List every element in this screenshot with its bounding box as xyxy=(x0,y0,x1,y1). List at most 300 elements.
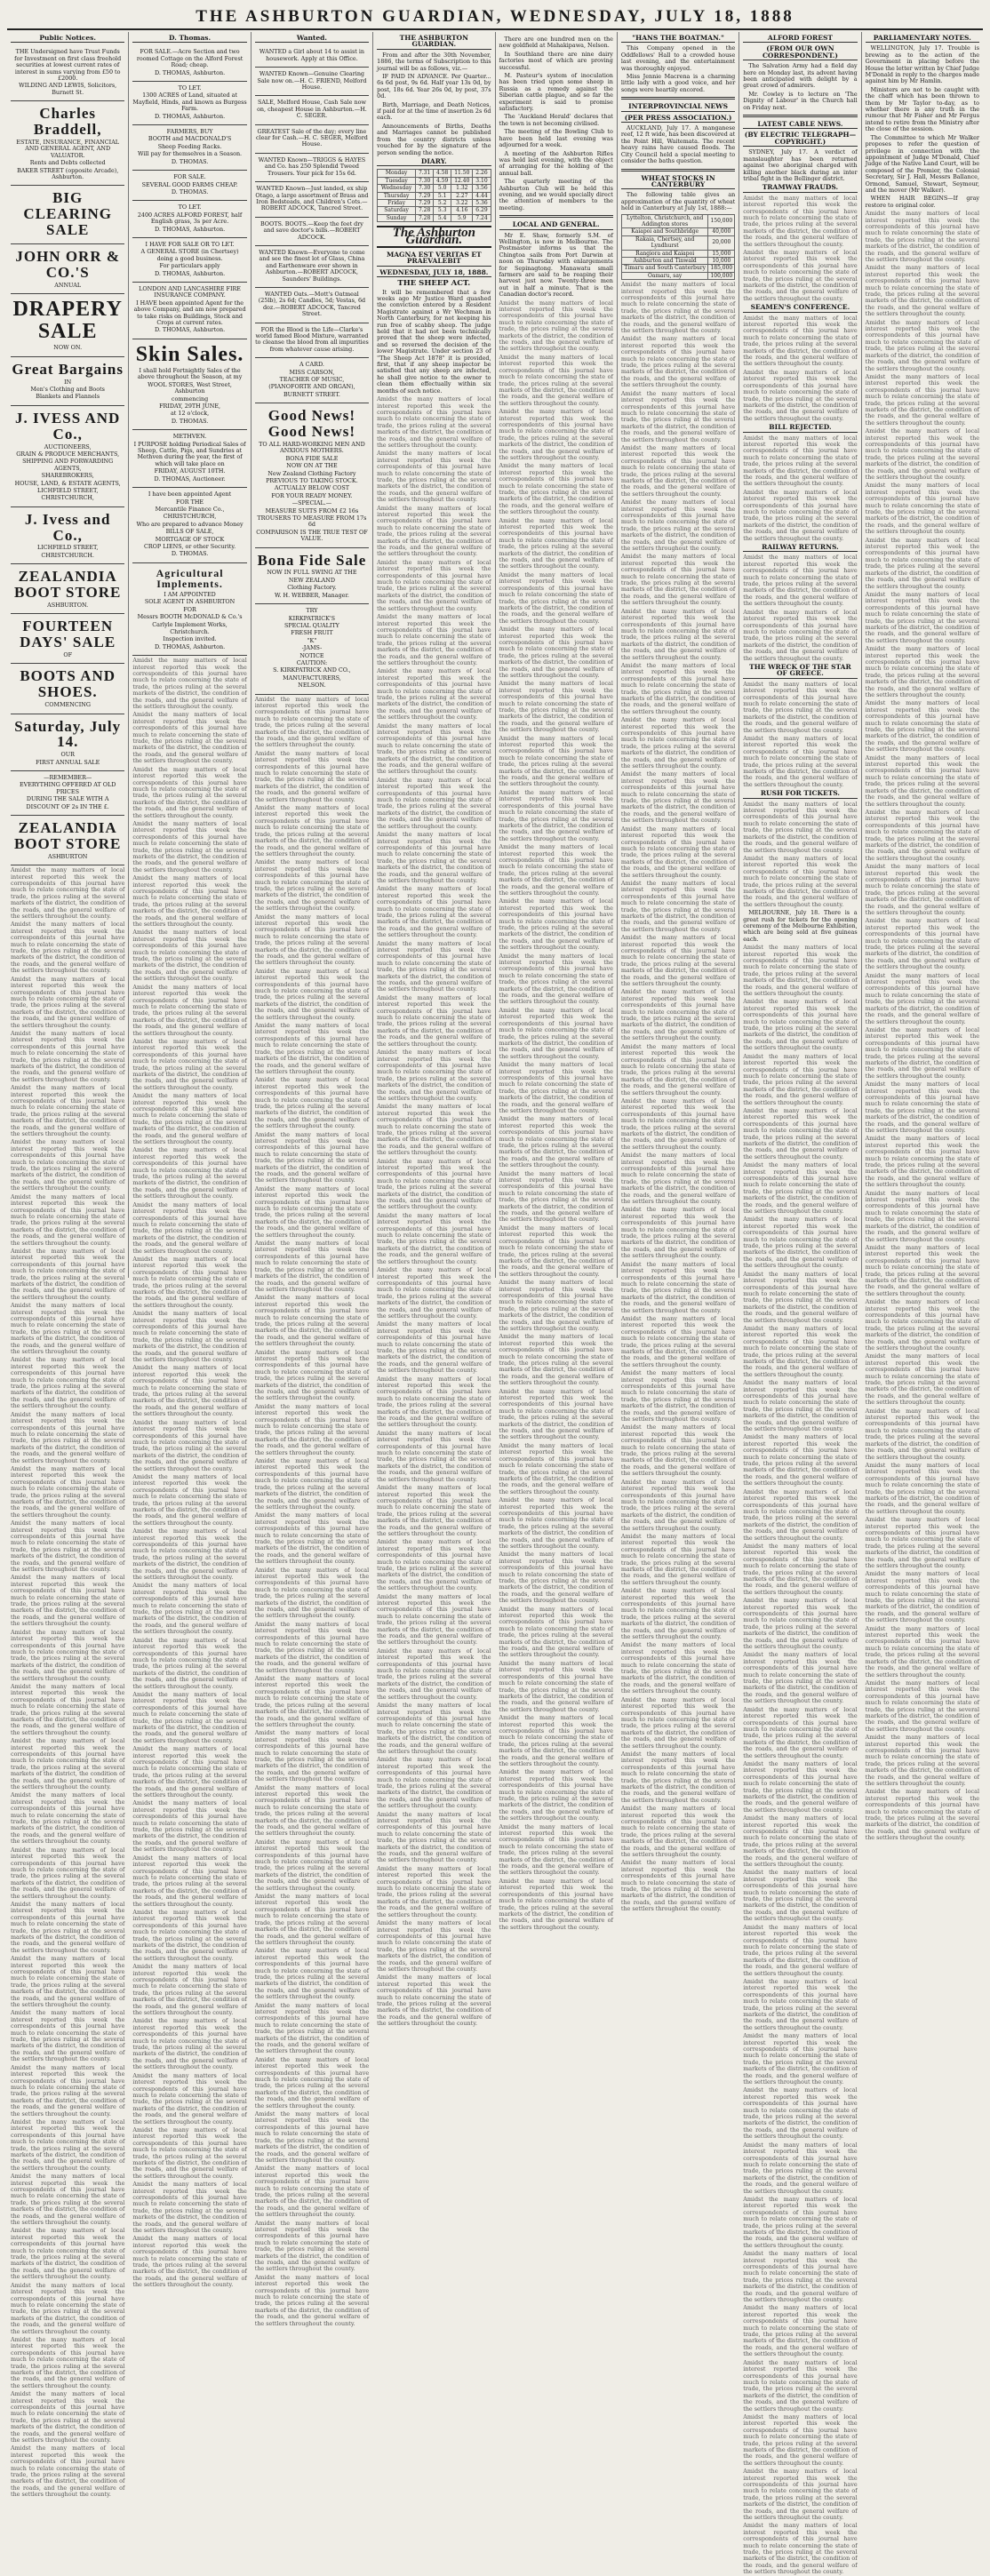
column-body-placeholder: Amidst the many matters of local interest reported this week the correspondents of this journal have much to relate concerning the state of trade, the prices ruling at the several markets of the district, the condition of the roads, and the general welfare of the settlers throughout the county. xyxy=(11,1084,125,1138)
column-body-placeholder: Amidst the many matters of local interest reported this week the correspondents of this journal have much to relate concerning the state of trade, the prices ruling at the several markets of the district, the condition of the roads, and the general welfare of the settlers throughout the county. xyxy=(743,1542,858,1596)
column-body-placeholder: Amidst the many matters of local interest reported this week the correspondents of this journal have much to relate concerning the state of trade, the prices ruling at the several markets of the district, the condition of the roads, and the general welfare of the settlers throughout the county. xyxy=(254,1076,370,1130)
column-body-placeholder: Amidst the many matters of local interest reported this week the correspondents of this journal have much to relate concerning the state of trade, the prices ruling at the several markets of the district, the condition of the roads, and the general welfare of the settlers throughout the county. xyxy=(499,1768,613,1822)
ad-line: SEVERAL GOOD FARMS CHEAP. xyxy=(141,180,238,188)
advertisement xyxy=(255,125,369,154)
wheat-cell: Ashburton and Tinwald xyxy=(621,257,708,264)
ad-line: A CARD. xyxy=(299,361,324,369)
column-body-placeholder: Amidst the many matters of local interest reported this week the correspondents of this journal have much to relate concerning the state of trade, the prices ruling at the several markets of the district, the condition of the roads, and the general welfare of the settlers throughout the county. xyxy=(620,553,736,607)
column-body-placeholder: Amidst the many matters of local interest reported this week the correspondents of this journal have much to relate concerning the state of trade, the prices ruling at the several markets of the district, the condition of the roads, and the general welfare of the settlers throughout the county. xyxy=(620,1532,736,1586)
news-body-placeholder: Amidst the many matters of local interest reported this week the correspondents of this journal have much to relate concerning the state of trade, the prices ruling at the several markets of the district, the condition of the roads, and the general welfare of the settlers throughout the county. xyxy=(743,488,858,542)
column-body-placeholder: Amidst the many matters of local interest reported this week the correspondents of this journal have much to relate concerning the state of trade, the prices ruling at the several markets of the district, the condition of the roads, and the general welfare of the settlers throughout the county. xyxy=(11,2390,125,2444)
news-body-placeholder: Amidst the many matters of local interest reported this week the correspondents of this journal have much to relate concerning the state of trade, the prices ruling at the several markets of the district, the condition of the roads, and the general welfare of the settlers throughout the county. xyxy=(743,608,858,662)
news-body-placeholder: Amidst the many matters of local interest reported this week the correspondents of this journal have much to relate concerning the state of trade, the prices ruling at the several markets of the district, the condition of the roads, and the general welfare of the settlers throughout the county. xyxy=(743,314,858,368)
advertisement xyxy=(11,507,124,565)
column-body-placeholder: Amidst the many matters of local interest reported this week the correspondents of this journal have much to relate concerning the state of trade, the prices ruling at the several markets of the district, the condition of the roads, and the general welfare of the settlers throughout the county. xyxy=(499,952,613,1006)
wheat-row xyxy=(621,235,734,250)
column-body-placeholder: Amidst the many matters of local interest reported this week the correspondents of this journal have much to relate concerning the state of trade, the prices ruling at the several markets of the district, the condition of the roads, and the general welfare of the settlers throughout the county. xyxy=(11,975,125,1029)
column-body-placeholder: Amidst the many matters of local interest reported this week the correspondents of this journal have much to relate concerning the state of trade, the prices ruling at the several markets of the district, the condition of the roads, and the general welfare of the settlers throughout the county. xyxy=(11,866,125,921)
local-general-heading: LOCAL AND GENERAL. xyxy=(499,221,613,229)
ad-line: LONDON AND LANCASHIRE FIRE INSURANCE COMPANY. xyxy=(139,284,241,299)
section-text: AUCKLAND, July 17. A manganese reef, 12 ft wide, has been discovered at the Point Hill, Waitemata. The recent heavy rains have caused floods. The City Council held a special meeting to consider the baths question. xyxy=(620,124,736,165)
column-body-placeholder: Amidst the many matters of local interest reported this week the correspondents of this journal have much to relate concerning the state of trade, the prices ruling at the several markets of the district, the condition of the roads, and the general welfare of the settlers throughout the county. xyxy=(865,1081,979,1134)
article-paragraph: The quarterly meeting of the Ashburton Club will be held this evening, and we would specially direct the attention of members to the meeting. xyxy=(499,178,613,211)
ad-line: BAKER STREET (opposite Arcade), Ashburton. xyxy=(17,166,119,180)
ad-line: "K" xyxy=(307,636,317,644)
column-body-placeholder: Amidst the many matters of local interest reported this week the correspondents of this journal have much to relate concerning the state of trade, the prices ruling at the several markets of the district, the condition of the roads, and the general welfare of the settlers throughout the county. xyxy=(132,1636,247,1690)
wheat-cell: Oamaru, say xyxy=(621,272,708,279)
ad-line: LICHFIELD STREET, xyxy=(36,544,99,552)
column-body-placeholder: Amidst the many matters of local interest reported this week the correspondents of this journal have much to relate concerning the state of trade, the prices ruling at the several markets of the district, the condition of the roads, and the general welfare of the settlers throughout the county. xyxy=(499,1441,613,1495)
column-body-placeholder: Amidst the many matters of local interest reported this week the correspondents of this journal have much to relate concerning the state of trade, the prices ruling at the several markets of the district, the condition of the roads, and the general welfare of the settlers throughout the county. xyxy=(377,1919,491,1973)
ad-line: S. KIRKPATRICK AND CO., xyxy=(273,666,351,674)
column-body-placeholder: Amidst the many matters of local interest reported this week the correspondents of this journal have much to relate concerning the state of trade, the prices ruling at the several markets of the district, the condition of the roads, and the general welfare of the settlers throughout the county. xyxy=(743,1270,858,1324)
section-rule xyxy=(743,115,857,117)
ad-line: I AM APPOINTED xyxy=(164,590,216,598)
column-body-placeholder: Amidst the many matters of local interest reported this week the correspondents of this journal have much to relate concerning the state of trade, the prices ruling at the several markets of the district, the condition of the roads, and the general welfare of the settlers throughout the county. xyxy=(620,281,736,335)
column-body-placeholder: Amidst the many matters of local interest reported this week the correspondents of this journal have much to relate concerning the state of trade, the prices ruling at the several markets of the district, the condition of the roads, and the general welfare of the settlers throughout the county. xyxy=(132,1200,247,1255)
wheat-cell: 20,000 xyxy=(708,235,735,250)
column-body-placeholder: Amidst the many matters of local interest reported this week the correspondents of this journal have much to relate concerning the state of trade, the prices ruling at the several markets of the district, the condition of the roads, and the general welfare of the settlers throughout the county. xyxy=(132,1310,247,1364)
diary-cell: 7.29 xyxy=(416,192,434,199)
ad-line: D. THOMAS, Ashburton. xyxy=(154,112,226,120)
column-body-placeholder: Amidst the many matters of local interest reported this week the correspondents of this journal have much to relate concerning the state of trade, the prices ruling at the several markets of the district, the condition of the roads, and the general welfare of the settlers throughout the county. xyxy=(132,1364,247,1418)
column-body-placeholder: Amidst the many matters of local interest reported this week the correspondents of this journal have much to relate concerning the state of trade, the prices ruling at the several markets of the district, the condition of the roads, and the general welfare of the settlers throughout the county. xyxy=(254,1783,370,1838)
column-body-placeholder: Amidst the many matters of local interest reported this week the correspondents of this journal have much to relate concerning the state of trade, the prices ruling at the several markets of the district, the condition of the roads, and the general welfare of the settlers throughout the county. xyxy=(11,2444,125,2499)
advertisement xyxy=(11,406,124,507)
column-body-placeholder: Amidst the many matters of local interest reported this week the correspondents of this journal have much to relate concerning the state of trade, the prices ruling at the several markets of the district, the condition of the roads, and the general welfare of the settlers throughout the county. xyxy=(254,2165,370,2219)
article-paragraph: WELLINGTON, July 17. Trouble is brewing as to the action of the Government in placing before the House the letter written by Chief Judge M'Donald in reply to the charges made against him by Mr Hamlin. xyxy=(865,44,979,85)
ad-line: WANTED Known—TRIGGS & HAYES and Co. has 250 Splendid Tweed Trousers. Your pick for 15s 6d. xyxy=(258,156,366,177)
column-body-placeholder: Amidst the many matters of local interest reported this week the correspondents of this journal have much to relate concerning the state of trade, the prices ruling at the several markets of the district, the condition of the roads, and the general welfare of the settlers throughout the county. xyxy=(132,929,247,983)
ad-line: FOR SALE.—Acre Section and two roomed Cottage on the Alford Forest Road; cheap. xyxy=(136,48,244,69)
column-body-placeholder: Amidst the many matters of local interest reported this week the correspondents of this journal have much to relate concerning the state of trade, the prices ruling at the several markets of the district, the condition of the roads, and the general welfare of the settlers throughout the county. xyxy=(865,1243,979,1297)
column-body-placeholder: Amidst the many matters of local interest reported this week the correspondents of this journal have much to relate concerning the state of trade, the prices ruling at the several markets of the district, the condition of the roads, and the general welfare of the settlers throughout the county. xyxy=(865,1624,979,1679)
article-paragraph: The Committee to which Mr Walker proposes to refer the question of privilege in connection with the appointment of Judge M'Donald, Chief Judge of the Native Land Court, will be composed of the Premier, the Colonial Secretary, Sir J. Hall, Messrs Ballance, Ormond, Samuel, Stewart, Seymour, and the mover (Mr Walker). xyxy=(865,133,979,194)
leader-text: It will be remembered that a few weeks ago Mr Justice Ward quashed the conviction entered by a Resident Magistrate against a Wr Wechman in North Canterbury, for not keeping his run free of scabby sheep. The judge held that it had not been technically proved that the sheep were infected, and so reversed the decision of the lower Magistrate. Under section 23 of "The Sheep Act 1878" it is provided, first, that if any sheep inspector be satisfied that any sheep are infected, he shall give notice to the owner to clean them effectually within six months of such notice. xyxy=(377,288,491,395)
column-body-placeholder: Amidst the many matters of local interest reported this week the correspondents of this journal have much to relate concerning the state of trade, the prices ruling at the several markets of the district, the condition of the roads, and the general welfare of the settlers throughout the county. xyxy=(743,2304,858,2358)
ad-line: Rents and Debts collected xyxy=(29,159,106,167)
column-body-placeholder: Amidst the many matters of local interest reported this week the correspondents of this journal have much to relate concerning the state of trade, the prices ruling at the several markets of the district, the condition of the roads, and the general welfare of the settlers throughout the county. xyxy=(377,1484,491,1537)
column-body-placeholder: Amidst the many matters of local interest reported this week the correspondents of this journal have much to relate concerning the state of trade, the prices ruling at the several markets of the district, the condition of the roads, and the general welfare of the settlers throughout the county. xyxy=(377,450,491,504)
section-rule xyxy=(621,169,735,171)
article-paragraph: Ministers are not to be caught with the chaff which has been thrown to them by Mr Taylor to-day, as to whether there is any truth in the rumour that Mr Fisher and Mr Fergus intend to retire from the Ministry after the close of the session. xyxy=(865,85,979,133)
column-body-placeholder: Amidst the many matters of local interest reported this week the correspondents of this journal have much to relate concerning the state of trade, the prices ruling at the several markets of the district, the condition of the roads, and the general welfare of the settlers throughout the county. xyxy=(132,657,247,711)
ad-line: AUCTIONEERS, xyxy=(44,443,92,451)
diary-cell: 5.9 xyxy=(451,214,473,221)
column-body-placeholder: Amidst the many matters of local interest reported this week the correspondents of this journal have much to relate concerning the state of trade, the prices ruling at the several markets of the district, the condition of the roads, and the general welfare of the settlers throughout the county. xyxy=(865,1352,979,1407)
ad-line: BOOTH and MACDONALD'S xyxy=(148,135,232,143)
column-body-placeholder: Amidst the many matters of local interest reported this week the correspondents of this journal have much to relate concerning the state of trade, the prices ruling at the several markets of the district, the condition of the roads, and the general welfare of the settlers throughout the county. xyxy=(499,1877,613,1931)
diary-row xyxy=(378,170,491,177)
column-body-placeholder: Amidst the many matters of local interest reported this week the correspondents of this journal have much to relate concerning the state of trade, the prices ruling at the several markets of the district, the condition of the roads, and the general welfare of the settlers throughout the county. xyxy=(254,2001,370,2055)
ad-line: NOTICE xyxy=(299,651,324,659)
column-body-placeholder: Amidst the many matters of local interest reported this week the correspondents of this journal have much to relate concerning the state of trade, the prices ruling at the several markets of the district, the condition of the roads, and the general welfare of the settlers throughout the county. xyxy=(377,722,491,776)
diary-cell: 1.32 xyxy=(451,185,473,192)
ad-line: Messrs BOOTH McDONALD & Co.'s xyxy=(137,613,243,621)
ad-line: Will pay for themselves in a Season. xyxy=(138,150,243,158)
diary-row xyxy=(378,199,491,206)
section-heading: INTERPROVINCIAL NEWS xyxy=(621,103,735,111)
article-paragraph: From and after the 30th November, 1886, the terms of Subscription to this journal will be as follows, viz.— xyxy=(377,51,491,72)
wheat-cell: 40,000 xyxy=(708,228,735,235)
diary-cell: 5.1 xyxy=(434,192,451,199)
ad-headline: Great Bargains xyxy=(12,360,124,378)
diary-cell: 4.59 xyxy=(434,177,451,184)
advertisement xyxy=(132,283,246,339)
ad-headline: BOOTS AND SHOES. xyxy=(20,667,116,701)
dateline: WEDNESDAY, JULY 18, 1888. xyxy=(377,269,491,277)
column-body-placeholder: Amidst the many matters of local interest reported this week the correspondents of this journal have much to relate concerning the state of trade, the prices ruling at the several markets of the district, the condition of the roads, and the general welfare of the settlers throughout the county. xyxy=(620,1152,736,1206)
ad-line: GRAIN & PRODUCE MERCHANTS, xyxy=(16,450,120,458)
news-tail: MELBOURNE, July 18. There is a great rush for tickets for the opening ceremony of the Melbourne Exhibition, which are being sold at five guineas each. xyxy=(743,909,858,943)
ad-line: NOW ON AT THE xyxy=(286,462,338,470)
section-subheading: (PER PRESS ASSOCIATION.) xyxy=(621,115,735,123)
ad-headline: ZEALANDIA BOOT STORE xyxy=(13,819,122,852)
column-body-placeholder: Amidst the many matters of local interest reported this week the correspondents of this journal have much to relate concerning the state of trade, the prices ruling at the several markets of the district, the condition of the roads, and the general welfare of the settlers throughout the county. xyxy=(132,711,247,765)
column-body-placeholder: Amidst the many matters of local interest reported this week the correspondents of this journal have much to relate concerning the state of trade, the prices ruling at the several markets of the district, the condition of the roads, and the general welfare of the settlers throughout the county. xyxy=(865,1516,979,1569)
column-body-placeholder: Amidst the many matters of local interest reported this week the correspondents of this journal have much to relate concerning the state of trade, the prices ruling at the several markets of the district, the condition of the roads, and the general welfare of the settlers throughout the county. xyxy=(499,462,613,516)
ad-line: New Zealand Clothing Factory xyxy=(267,469,356,477)
column-body-placeholder: Amidst the many matters of local interest reported this week the correspondents of this journal have much to relate concerning the state of trade, the prices ruling at the several markets of the district, the condition of the roads, and the general welfare of the settlers throughout the county. xyxy=(499,1822,613,1877)
leader-article xyxy=(377,281,491,395)
ad-line: FOR SALE. xyxy=(173,173,206,181)
column-body-placeholder: Amidst the many matters of local interest reported this week the correspondents of this journal have much to relate concerning the state of trade, the prices ruling at the several markets of the district, the condition of the roads, and the general welfare of the settlers throughout the county. xyxy=(377,1538,491,1592)
ad-headline: J. IVESS AND Co., xyxy=(15,409,121,443)
ad-line: FRESH FRUIT xyxy=(291,629,333,637)
column-body-placeholder: Amidst the many matters of local interest reported this week the correspondents of this journal have much to relate concerning the state of trade, the prices ruling at the several markets of the district, the condition of the roads, and the general welfare of the settlers throughout the county. xyxy=(743,2522,858,2576)
ad-line: Men's Clothing and Boots xyxy=(30,386,105,394)
diary-cell: 3.22 xyxy=(451,199,473,206)
ad-line: TO ALL HARD-WORKING MEN AND ANXIOUS MOTHERS. xyxy=(259,440,365,455)
column-body-placeholder: Amidst the many matters of local interest reported this week the correspondents of this journal have much to relate concerning the state of trade, the prices ruling at the several markets of the district, the condition of the roads, and the general welfare of the settlers throughout the county. xyxy=(865,1461,979,1515)
column-body-placeholder: Amidst the many matters of local interest reported this week the correspondents of this journal have much to relate concerning the state of trade, the prices ruling at the several markets of the district, the condition of the roads, and the general welfare of the settlers throughout the county. xyxy=(743,998,858,1052)
column-body-placeholder: Amidst the many matters of local interest reported this week the correspondents of this journal have much to relate concerning the state of trade, the prices ruling at the several markets of the district, the condition of the roads, and the general welfare of the settlers throughout the county. xyxy=(743,1705,858,1759)
column-body-placeholder: Amidst the many matters of local interest reported this week the correspondents of this journal have much to relate concerning the state of trade, the prices ruling at the several markets of the district, the condition of the roads, and the general welfare of the settlers throughout the county. xyxy=(499,1279,613,1332)
column-body-placeholder: Amidst the many matters of local interest reported this week the correspondents of this journal have much to relate concerning the state of trade, the prices ruling at the several markets of the district, the condition of the roads, and the general welfare of the settlers throughout the county. xyxy=(132,1146,247,1200)
column-2 xyxy=(129,32,251,2289)
ad-line: CAUTION: xyxy=(296,658,328,666)
advertisement xyxy=(11,614,124,664)
ad-line: at 12 o'clock, xyxy=(170,410,210,418)
advertisement xyxy=(255,358,369,403)
column-body-placeholder: Amidst the many matters of local interest reported this week the correspondents of this journal have much to relate concerning the state of trade, the prices ruling at the several markets of the district, the condition of the roads, and the general welfare of the settlers throughout the county. xyxy=(620,879,736,933)
column-body-placeholder: Amidst the many matters of local interest reported this week the correspondents of this journal have much to relate concerning the state of trade, the prices ruling at the several markets of the district, the condition of the roads, and the general welfare of the settlers throughout the county. xyxy=(499,843,613,897)
column-body-placeholder: Amidst the many matters of local interest reported this week the correspondents of this journal have much to relate concerning the state of trade, the prices ruling at the several markets of the district, the condition of the roads, and the general welfare of the settlers throughout the county. xyxy=(743,1759,858,1814)
ad-headline: FOURTEEN DAYS' SALE xyxy=(20,618,116,651)
column-body-placeholder: Amidst the many matters of local interest reported this week the correspondents of this journal have much to relate concerning the state of trade, the prices ruling at the several markets of the district, the condition of the roads, and the general welfare of the settlers throughout the county. xyxy=(11,2281,125,2335)
advertisement xyxy=(255,288,369,323)
column-heading: THE ASHBURTON GUARDIAN. xyxy=(377,35,491,50)
diary-cell: Thursday xyxy=(378,192,416,199)
column-body-placeholder: Amidst the many matters of local interest reported this week the correspondents of this journal have much to relate concerning the state of trade, the prices ruling at the several markets of the district, the condition of the roads, and the general welfare of the settlers throughout the county. xyxy=(377,1810,491,1864)
article-paragraph: In Southland there are nine dairy factories most of which are proving successful. xyxy=(499,50,613,71)
ad-headline: J. Ivess and Co., xyxy=(24,510,111,544)
column-body-placeholder: Amidst the many matters of local interest reported this week the correspondents of this journal have much to relate concerning the state of trade, the prices ruling at the several markets of the district, the condition of the roads, and the general welfare of the settlers throughout the county. xyxy=(254,1947,370,2001)
ad-line: CHRISTCHURCH. xyxy=(41,551,94,559)
news-body-placeholder: Amidst the many matters of local interest reported this week the correspondents of this journal have much to relate concerning the state of trade, the prices ruling at the several markets of the district, the condition of the roads, and the general welfare of the settlers throughout the county. xyxy=(743,680,858,734)
ad-line: ASHBURTON xyxy=(47,852,88,860)
wheat-intro: The following table gives an approximation of the quantity of wheat held in Canterbury at July 1st, 1888:— xyxy=(620,191,736,212)
diary-cell: 4.44 xyxy=(473,192,491,199)
article-paragraph: Announcements of Births, Deaths and Marriages cannot be published from the country districts unless vouched for by the signature of the person sending the notice. xyxy=(377,122,491,156)
news-body-placeholder: Amidst the many matters of local interest reported this week the correspondents of this journal have much to relate concerning the state of trade, the prices ruling at the several markets of the district, the condition of the roads, and the general welfare of the settlers throughout the county. xyxy=(743,554,858,608)
ad-line: OUR xyxy=(60,751,75,759)
column-body-placeholder: Amidst the many matters of local interest reported this week the correspondents of this journal have much to relate concerning the state of trade, the prices ruling at the several markets of the district, the condition of the roads, and the general welfare of the settlers throughout the county. xyxy=(499,1605,613,1659)
advertisement xyxy=(11,664,124,714)
ad-line: Mercantile Finance Co., xyxy=(155,505,225,513)
column-body-placeholder: Amidst the many matters of local interest reported this week the correspondents of this journal have much to relate concerning the state of trade, the prices ruling at the several markets of the district, the condition of the roads, and the general welfare of the settlers throughout the county. xyxy=(865,1734,979,1787)
ad-line: MANUFACTURERS, xyxy=(283,674,341,682)
ad-line: SHAREBROKERS, xyxy=(41,472,94,480)
advertisement xyxy=(11,564,124,614)
column-body-placeholder: Amidst the many matters of local interest reported this week the correspondents of this journal have much to relate concerning the state of trade, the prices ruling at the several markets of the district, the condition of the roads, and the general welfare of the settlers throughout the county. xyxy=(499,1169,613,1224)
column-5 xyxy=(496,32,618,1931)
ad-line: commencing xyxy=(171,395,209,403)
column-body-placeholder: Amidst the many matters of local interest reported this week the correspondents of this journal have much to relate concerning the state of trade, the prices ruling at the several markets of the district, the condition of the roads, and the general welfare of the settlers throughout the county. xyxy=(11,1682,125,1736)
diary-cell: 5.3 xyxy=(434,207,451,214)
ad-line: (PIANOFORTE AND ORGAN), xyxy=(268,383,355,391)
wheat-cell: 185,000 xyxy=(708,265,735,272)
ad-line: Inspection invited. xyxy=(163,635,217,643)
diary-cell: 5.2 xyxy=(434,199,451,206)
column-body-placeholder: Amidst the many matters of local interest reported this week the correspondents of this journal have much to relate concerning the state of trade, the prices ruling at the several markets of the district, the condition of the roads, and the general welfare of the settlers throughout the county. xyxy=(620,1587,736,1641)
ad-line: NOW ON. xyxy=(53,344,83,352)
diary-cell: 12.40 xyxy=(451,177,473,184)
column-body-placeholder: Amidst the many matters of local interest reported this week the correspondents of this journal have much to relate concerning the state of trade, the prices ruling at the several markets of the district, the condition of the roads, and the general welfare of the settlers throughout the county. xyxy=(865,754,979,808)
column-body-placeholder: Amidst the many matters of local interest reported this week the correspondents of this journal have much to relate concerning the state of trade, the prices ruling at the several markets of the district, the condition of the roads, and the general welfare of the settlers throughout the county. xyxy=(377,776,491,830)
column-body-placeholder: Amidst the many matters of local interest reported this week the correspondents of this journal have much to relate concerning the state of trade, the prices ruling at the several markets of the district, the condition of the roads, and the general welfare of the settlers throughout the county. xyxy=(865,1298,979,1352)
ad-headline: Skin Sales. xyxy=(135,342,244,366)
column-body-placeholder: Amidst the many matters of local interest reported this week the correspondents of this journal have much to relate concerning the state of trade, the prices ruling at the several markets of the district, the condition of the roads, and the general welfare of the settlers throughout the county. xyxy=(254,1893,370,1946)
column-body-placeholder: Amidst the many matters of local interest reported this week the correspondents of this journal have much to relate concerning the state of trade, the prices ruling at the several markets of the district, the condition of the roads, and the general welfare of the settlers throughout the county. xyxy=(620,1695,736,1750)
ad-headline: Good News! Good News! xyxy=(267,407,356,441)
column-body-placeholder: Amidst the many matters of local interest reported this week the correspondents of this journal have much to relate concerning the state of trade, the prices ruling at the several markets of the district, the condition of the roads, and the general welfare of the settlers throughout the county. xyxy=(743,2141,858,2195)
column-body-placeholder: Amidst the many matters of local interest reported this week the correspondents of this journal have much to relate concerning the state of trade, the prices ruling at the several markets of the district, the condition of the roads, and the general welfare of the settlers throughout the county. xyxy=(865,863,979,916)
column-body-placeholder: Amidst the many matters of local interest reported this week the correspondents of this journal have much to relate concerning the state of trade, the prices ruling at the several markets of the district, the condition of the roads, and the general welfare of the settlers throughout the county. xyxy=(865,372,979,427)
advertisement xyxy=(255,604,369,694)
column-body-placeholder: Amidst the many matters of local interest reported this week the correspondents of this journal have much to relate concerning the state of trade, the prices ruling at the several markets of the district, the condition of the roads, and the general welfare of the settlers throughout the county. xyxy=(865,1407,979,1461)
wheat-cell: Kaiapoi and Southbridge xyxy=(621,228,708,235)
column-body-placeholder: Amidst the many matters of local interest reported this week the correspondents of this journal have much to relate concerning the state of trade, the prices ruling at the several markets of the district, the condition of the roads, and the general welfare of the settlers throughout the county. xyxy=(254,1402,370,1456)
ad-line: Clothing Factory. xyxy=(287,584,337,592)
diary-cell: Monday xyxy=(378,170,416,177)
column-body-placeholder: Amidst the many matters of local interest reported this week the correspondents of this journal have much to relate concerning the state of trade, the prices ruling at the several markets of the district, the condition of the roads, and the general welfare of the settlers throughout the county. xyxy=(11,1791,125,1846)
column-heading: Wanted. xyxy=(255,35,369,43)
ad-line: SALE, Melford House, Cash Sale now on, cheapest House in Ashburton.—H. C. SEGER. xyxy=(257,99,367,120)
diary-cell: 2.26 xyxy=(473,170,491,177)
column-body-placeholder: Amidst the many matters of local interest reported this week the correspondents of this journal have much to relate concerning the state of trade, the prices ruling at the several markets of the district, the condition of the roads, and the general welfare of the settlers throughout the county. xyxy=(11,1519,125,1574)
column-body-placeholder: Amidst the many matters of local interest reported this week the correspondents of this journal have much to relate concerning the state of trade, the prices ruling at the several markets of the district, the condition of the roads, and the general welfare of the settlers throughout the county. xyxy=(377,1702,491,1755)
column-body-placeholder: Amidst the many matters of local interest reported this week the correspondents of this journal have much to relate concerning the state of trade, the prices ruling at the several markets of the district, the condition of the roads, and the general welfare of the settlers throughout the county. xyxy=(743,1977,858,2031)
ad-line: SPECIAL QUALITY xyxy=(283,621,339,629)
advertisement xyxy=(11,244,124,294)
ad-line: METHVEN. xyxy=(172,433,207,441)
column-body-placeholder: Amidst the many matters of local interest reported this week the correspondents of this journal have much to relate concerning the state of trade, the prices ruling at the several markets of the district, the condition of the roads, and the general welfare of the settlers throughout the county. xyxy=(743,1379,858,1433)
column-body-placeholder: Amidst the many matters of local interest reported this week the correspondents of this journal have much to relate concerning the state of trade, the prices ruling at the several markets of the district, the condition of the roads, and the general welfare of the settlers throughout the county. xyxy=(11,1192,125,1247)
column-body-placeholder: Amidst the many matters of local interest reported this week the correspondents of this journal have much to relate concerning the state of trade, the prices ruling at the several markets of the district, the condition of the roads, and the general welfare of the settlers throughout the county. xyxy=(620,1260,736,1314)
ad-line: ESTATE, INSURANCE, FINANCIAL AND GENERAL AGENT, AND VALUATOR. xyxy=(16,138,120,159)
column-body-placeholder: Amidst the many matters of local interest reported this week the correspondents of this journal have much to relate concerning the state of trade, the prices ruling at the several markets of the district, the condition of the roads, and the general welfare of the settlers throughout the county. xyxy=(11,1138,125,1192)
column-body-placeholder: Amidst the many matters of local interest reported this week the correspondents of this journal have much to relate concerning the state of trade, the prices ruling at the several markets of the district, the condition of the roads, and the general welfare of the settlers throughout the county. xyxy=(499,516,613,570)
column-body-placeholder: Amidst the many matters of local interest reported this week the correspondents of this journal have much to relate concerning the state of trade, the prices ruling at the several markets of the district, the condition of the roads, and the general welfare of the settlers throughout the county. xyxy=(254,1838,370,1892)
column-body-placeholder: Amidst the many matters of local interest reported this week the correspondents of this journal have much to relate concerning the state of trade, the prices ruling at the several markets of the district, the condition of the roads, and the general welfare of the settlers throughout the county. xyxy=(377,395,491,449)
ad-line: FRIDAY, AUGUST 10TH. xyxy=(154,467,226,475)
news-heading: RUSH FOR TICKETS. xyxy=(743,790,857,798)
advertisement xyxy=(255,182,369,218)
ad-line: D. THOMAS, Ashburton. xyxy=(154,326,226,334)
ad-line: FOR the Blood is the Life—Clarke's world famed Blood Mixture, warranted to cleanse the blood from all impurities from whatever cause arising. xyxy=(255,325,369,353)
news-heading: BILL REJECTED. xyxy=(743,424,857,432)
article-paragraph: Mr. Cowley is to lecture on 'The Dignity of Labour' in the Church hall on Friday next. xyxy=(743,90,858,111)
column-body-placeholder: Amidst the many matters of local interest reported this week the correspondents of this journal have much to relate concerning the state of trade, the prices ruling at the several markets of the district, the condition of the roads, and the general welfare of the settlers throughout the county. xyxy=(11,1410,125,1464)
column-body-placeholder: Amidst the many matters of local interest reported this week the correspondents of this journal have much to relate concerning the state of trade, the prices ruling at the several markets of the district, the condition of the roads, and the general welfare of the settlers throughout the county. xyxy=(499,1551,613,1605)
newspaper-nameplate: The Ashburton Guardian. xyxy=(377,226,491,248)
column-body-placeholder: Amidst the many matters of local interest reported this week the correspondents of this journal have much to relate concerning the state of trade, the prices ruling at the several markets of the district, the condition of the roads, and the general welfare of the settlers throughout the county. xyxy=(11,1737,125,1791)
article-paragraph: IF PAID IN ADVANCE. Per Quarter... 6s 6d post, 9s 6d. Half year 13s 0d, by post, 18s 6d. Year 26s 0d, by post, 37s 0d. xyxy=(377,73,491,100)
wheat-cell: 100,000 xyxy=(708,272,735,279)
ad-line: WANTED Known—Everyone to come and see the finest lot of Glass, China and Earthenware ever shown in Ashburton.—ROBERT ADCOCK, Saunders' Buildings. xyxy=(259,248,365,283)
ad-line: BONA FIDE SALE xyxy=(285,454,339,462)
wheat-cell: Rakaia, Chertsey, and Lyndhurst xyxy=(621,235,708,250)
column-body-placeholder: Amidst the many matters of local interest reported this week the correspondents of this journal have much to relate concerning the state of trade, the prices ruling at the several markets of the district, the condition of the roads, and the general welfare of the settlers throughout the county. xyxy=(743,1324,858,1378)
column-body-placeholder: Amidst the many matters of local interest reported this week the correspondents of this journal have much to relate concerning the state of trade, the prices ruling at the several markets of the district, the condition of the roads, and the general welfare of the settlers throughout the county. xyxy=(254,1294,370,1348)
ad-line: —REMEMBER— xyxy=(44,774,92,782)
news-body-placeholder: Amidst the many matters of local interest reported this week the correspondents of this journal have much to relate concerning the state of trade, the prices ruling at the several markets of the district, the condition of the roads, and the general welfare of the settlers throughout the county. xyxy=(743,434,858,488)
column-body-placeholder: Amidst the many matters of local interest reported this week the correspondents of this journal have much to relate concerning the state of trade, the prices ruling at the several markets of the district, the condition of the roads, and the general welfare of the settlers throughout the county. xyxy=(620,389,736,443)
ad-line: DISCOUNT OF 2s IN THE £. xyxy=(26,802,109,810)
column-body-placeholder: Amidst the many matters of local interest reported this week the correspondents of this journal have much to relate concerning the state of trade, the prices ruling at the several markets of the district, the condition of the roads, and the general welfare of the settlers throughout the county. xyxy=(377,1974,491,2028)
advertisement xyxy=(11,714,124,772)
ad-line: Sheep Feeding Racks. xyxy=(157,142,222,150)
ad-line: WANTED Known—Genuine Clearing Sale now on.—H. C. FRIEND, Melford House. xyxy=(257,70,367,92)
advertisement xyxy=(255,68,369,96)
diary-cell: Tuesday xyxy=(378,177,416,184)
column-body-placeholder: Amidst the many matters of local interest reported this week the correspondents of this journal have much to relate concerning the state of trade, the prices ruling at the several markets of the district, the condition of the roads, and the general welfare of the settlers throughout the county. xyxy=(620,1314,736,1368)
ad-line: D. THOMAS. xyxy=(171,417,209,425)
ad-line: D. THOMAS, Ashburton. xyxy=(154,68,226,76)
column-body-placeholder: Amidst the many matters of local interest reported this week the correspondents of this journal have much to relate concerning the state of trade, the prices ruling at the several markets of the district, the condition of the roads, and the general welfare of the settlers throughout the county. xyxy=(254,2110,370,2164)
diary-cell: 7.24 xyxy=(473,214,491,221)
column-body-placeholder: Amidst the many matters of local interest reported this week the correspondents of this journal have much to relate concerning the state of trade, the prices ruling at the several markets of the district, the condition of the roads, and the general welfare of the settlers throughout the county. xyxy=(254,1348,370,1402)
column-body-placeholder: Amidst the many matters of local interest reported this week the correspondents of this journal have much to relate concerning the state of trade, the prices ruling at the several markets of the district, the condition of the roads, and the general welfare of the settlers throughout the county. xyxy=(254,1457,370,1511)
ad-line: -JAMS- xyxy=(301,644,323,652)
column-body-placeholder: Amidst the many matters of local interest reported this week the correspondents of this journal have much to relate concerning the state of trade, the prices ruling at the several markets of the district, the condition of the roads, and the general welfare of the settlers throughout the county. xyxy=(132,2235,247,2289)
ad-line: I PURPOSE holding Periodical Sales of Sheep, Cattle, Pigs, and Sundries at Methven during the year, the first of which will take place on xyxy=(133,440,246,467)
column-body-placeholder: Amidst the many matters of local interest reported this week the correspondents of this journal have much to relate concerning the state of trade, the prices ruling at the several markets of the district, the condition of the roads, and the general welfare of the settlers throughout the county. xyxy=(499,1659,613,1713)
diary-table xyxy=(377,169,491,222)
column-body-placeholder: Amidst the many matters of local interest reported this week the correspondents of this journal have much to relate concerning the state of trade, the prices ruling at the several markets of the district, the condition of the roads, and the general welfare of the settlers throughout the county. xyxy=(499,1387,613,1441)
wheat-cell: Lyttelton, Christchurch, and Addington stores xyxy=(621,214,708,228)
column-body-placeholder: Amidst the many matters of local interest reported this week the correspondents of this journal have much to relate concerning the state of trade, the prices ruling at the several markets of the district, the condition of the roads, and the general welfare of the settlers throughout the county. xyxy=(743,2250,858,2304)
column-body-placeholder: Amidst the many matters of local interest reported this week the correspondents of this journal have much to relate concerning the state of trade, the prices ruling at the several markets of the district, the condition of the roads, and the general welfare of the settlers throughout the county. xyxy=(865,482,979,536)
column-body-placeholder: Amidst the many matters of local interest reported this week the correspondents of this journal have much to relate concerning the state of trade, the prices ruling at the several markets of the district, the condition of the roads, and the general welfare of the settlers throughout the county. xyxy=(254,1566,370,1620)
column-body-placeholder: Amidst the many matters of local interest reported this week the correspondents of this journal have much to relate concerning the state of trade, the prices ruling at the several markets of the district, the condition of the roads, and the general welfare of the settlers throughout the county. xyxy=(132,2125,247,2180)
column-body-placeholder: Amidst the many matters of local interest reported this week the correspondents of this journal have much to relate concerning the state of trade, the prices ruling at the several markets of the district, the condition of the roads, and the general welfare of the settlers throughout the county. xyxy=(377,1864,491,1918)
ad-line: DURING THE SALE WITH A xyxy=(26,795,109,803)
column-body-placeholder: Amidst the many matters of local interest reported this week the correspondents of this journal have much to relate concerning the state of trade, the prices ruling at the several markets of the district, the condition of the roads, and the general welfare of the settlers throughout the county. xyxy=(254,913,370,967)
ad-line: WILDING AND LEWIS, Solicitors, Burnett St. xyxy=(19,82,117,96)
wheat-cell: 10,000 xyxy=(708,257,735,264)
advertisement xyxy=(255,218,369,246)
column-body-placeholder: Amidst the many matters of local interest reported this week the correspondents of this journal have much to relate concerning the state of trade, the prices ruling at the several markets of the district, the condition of the roads, and the general welfare of the settlers throughout the county. xyxy=(11,1846,125,1900)
diary-cell: Wednesday xyxy=(378,185,416,192)
news-heading: THE WRECK OF THE STAR OF GREECE. xyxy=(743,664,857,679)
column-body-placeholder: Amidst the many matters of local interest reported this week the correspondents of this journal have much to relate concerning the state of trade, the prices ruling at the several markets of the district, the condition of the roads, and the general welfare of the settlers throughout the county. xyxy=(620,716,736,770)
column-body-placeholder: Amidst the many matters of local interest reported this week the correspondents of this journal have much to relate concerning the state of trade, the prices ruling at the several markets of the district, the condition of the roads, and the general welfare of the settlers throughout the county. xyxy=(743,1869,858,1923)
section-rule xyxy=(499,215,613,218)
ad-headline: Agricultural Implements. xyxy=(156,566,224,591)
column-body-placeholder: Amidst the many matters of local interest reported this week the correspondents of this journal have much to relate concerning the state of trade, the prices ruling at the several markets of the district, the condition of the roads, and the general welfare of the settlers throughout the county. xyxy=(865,1135,979,1189)
column-body-placeholder: Amidst the many matters of local interest reported this week the correspondents of this journal have much to relate concerning the state of trade, the prices ruling at the several markets of the district, the condition of the roads, and the general welfare of the settlers throughout the county. xyxy=(132,1745,247,1799)
ad-line: CHRISTCHURCH, xyxy=(41,494,94,502)
ad-headline: Saturday, July 14. xyxy=(14,717,122,751)
column-body-placeholder: Amidst the many matters of local interest reported this week the correspondents of this journal have much to relate concerning the state of trade, the prices ruling at the several markets of the district, the condition of the roads, and the general welfare of the settlers throughout the county. xyxy=(620,443,736,498)
ad-line: D. THOMAS. xyxy=(171,157,209,165)
ad-line: I HAVE FOR SALE OR TO LET. xyxy=(145,240,235,248)
column-body-placeholder: Amidst the many matters of local interest reported this week the correspondents of this journal have much to relate concerning the state of trade, the prices ruling at the several markets of the district, the condition of the roads, and the general welfare of the settlers throughout the county. xyxy=(377,1266,491,1320)
column-body-placeholder: Amidst the many matters of local interest reported this week the correspondents of this journal have much to relate concerning the state of trade, the prices ruling at the several markets of the district, the condition of the roads, and the general welfare of the settlers throughout the county. xyxy=(254,1240,370,1293)
column-body-placeholder: Amidst the many matters of local interest reported this week the correspondents of this journal have much to relate concerning the state of trade, the prices ruling at the several markets of the district, the condition of the roads, and the general welfare of the settlers throughout the county. xyxy=(377,993,491,1048)
column-body-placeholder: Amidst the many matters of local interest reported this week the correspondents of this journal have much to relate concerning the state of trade, the prices ruling at the several markets of the district, the condition of the roads, and the general welfare of the settlers throughout the county. xyxy=(743,1597,858,1651)
diary-title: DIARY. xyxy=(377,158,491,166)
ad-line: FOR THE xyxy=(176,498,204,506)
column-body-placeholder: Amidst the many matters of local interest reported this week the correspondents of this journal have much to relate concerning the state of trade, the prices ruling at the several markets of the district, the condition of the roads, and the general welfare of the settlers throughout the county. xyxy=(11,1574,125,1628)
column-body-placeholder: Amidst the many matters of local interest reported this week the correspondents of this journal have much to relate concerning the state of trade, the prices ruling at the several markets of the district, the condition of the roads, and the general welfare of the settlers throughout the county. xyxy=(254,858,370,913)
column-body-placeholder: Amidst the many matters of local interest reported this week the correspondents of this journal have much to relate concerning the state of trade, the prices ruling at the several markets of the district, the condition of the roads, and the general welfare of the settlers throughout the county. xyxy=(743,1106,858,1160)
column-body-placeholder: Amidst the many matters of local interest reported this week the correspondents of this journal have much to relate concerning the state of trade, the prices ruling at the several markets of the district, the condition of the roads, and the general welfare of the settlers throughout the county. xyxy=(377,1647,491,1701)
column-body-placeholder: Amidst the many matters of local interest reported this week the correspondents of this journal have much to relate concerning the state of trade, the prices ruling at the several markets of the district, the condition of the roads, and the general welfare of the settlers throughout the county. xyxy=(743,2086,858,2141)
ad-line: —SPECIAL.— xyxy=(291,499,332,507)
masthead xyxy=(7,5,983,30)
column-body-placeholder: Amidst the many matters of local interest reported this week the correspondents of this journal have much to relate concerning the state of trade, the prices ruling at the several markets of the district, the condition of the roads, and the general welfare of the settlers throughout the county. xyxy=(499,1333,613,1387)
ad-line: I HAVE been appointed Agent for the above Company, and am now prepared to take risks on Buildings, Stock and Crops at current rates. xyxy=(133,299,246,326)
wheat-row xyxy=(621,257,734,264)
diary-cell: 7.28 xyxy=(416,214,434,221)
news-body-placeholder: Amidst the many matters of local interest reported this week the correspondents of this journal have much to relate concerning the state of trade, the prices ruling at the several markets of the district, the condition of the roads, and the general welfare of the settlers throughout the county. xyxy=(743,854,858,908)
column-body-placeholder: Amidst the many matters of local interest reported this week the correspondents of this journal have much to relate concerning the state of trade, the prices ruling at the several markets of the district, the condition of the roads, and the general welfare of the settlers throughout the county. xyxy=(132,1527,247,1582)
ad-line: NEW ZEALAND xyxy=(288,576,336,584)
ad-line: TROUSERS TO MEASURE FROM 17s 6d xyxy=(257,514,367,529)
column-body-placeholder: Amidst the many matters of local interest reported this week the correspondents of this journal have much to relate concerning the state of trade, the prices ruling at the several markets of the district, the condition of the roads, and the general welfare of the settlers throughout the county. xyxy=(620,661,736,715)
ad-line: LICHFIELD STREET, xyxy=(36,486,99,494)
ad-line: NELSON. xyxy=(298,682,326,690)
ad-line: D. THOMAS, Ashburton. xyxy=(154,642,226,650)
wheat-table xyxy=(621,214,735,281)
diary-cell: 3.10 xyxy=(473,177,491,184)
article-paragraph: The meeting of the Bowling Club to have been held last evening was adjourned for a week. xyxy=(499,128,613,149)
advertisement xyxy=(255,96,369,124)
column-body-placeholder: Amidst the many matters of local interest reported this week the correspondents of this journal have much to relate concerning the state of trade, the prices ruling at the several markets of the district, the condition of the roads, and the general welfare of the settlers throughout the county. xyxy=(620,607,736,661)
ad-line: 1300 ACRES of Land, situated at Mayfield, Hinds, and known as Burgess Farm. xyxy=(132,92,247,113)
column-body-placeholder: Amidst the many matters of local interest reported this week the correspondents of this journal have much to relate concerning the state of trade, the prices ruling at the several markets of the district, the condition of the roads, and the general welfare of the settlers throughout the county. xyxy=(132,819,247,873)
column-body-placeholder: Amidst the many matters of local interest reported this week the correspondents of this journal have much to relate concerning the state of trade, the prices ruling at the several markets of the district, the condition of the roads, and the general welfare of the settlers throughout the county. xyxy=(377,1211,491,1265)
column-body-placeholder: Amidst the many matters of local interest reported this week the correspondents of this journal have much to relate concerning the state of trade, the prices ruling at the several markets of the district, the condition of the roads, and the general welfare of the settlers throughout the county. xyxy=(132,1037,247,1091)
ad-line: FARMERS, BUY xyxy=(166,128,213,136)
news-heading: SEAMEN'S CONFERENCE. xyxy=(743,304,857,312)
column-body-placeholder: Amidst the many matters of local interest reported this week the correspondents of this journal have much to relate concerning the state of trade, the prices ruling at the several markets of the district, the condition of the roads, and the general welfare of the settlers throughout the county. xyxy=(132,2181,247,2235)
ad-line: MORTGAGE OF STOCK xyxy=(155,535,225,543)
advertisement xyxy=(11,45,124,101)
diary-row xyxy=(378,214,491,221)
ad-line: IN xyxy=(64,378,72,386)
news-heading: TRAMWAY FRAUDS. xyxy=(743,184,857,192)
diary-row xyxy=(378,207,491,214)
advertisement xyxy=(132,201,246,238)
diary-cell: 6.29 xyxy=(473,207,491,214)
advertisement xyxy=(132,171,246,201)
column-body-placeholder: Amidst the many matters of local interest reported this week the correspondents of this journal have much to relate concerning the state of trade, the prices ruling at the several markets of the district, the condition of the roads, and the general welfare of the settlers throughout the county. xyxy=(11,1900,125,1954)
advertisement xyxy=(132,238,246,283)
